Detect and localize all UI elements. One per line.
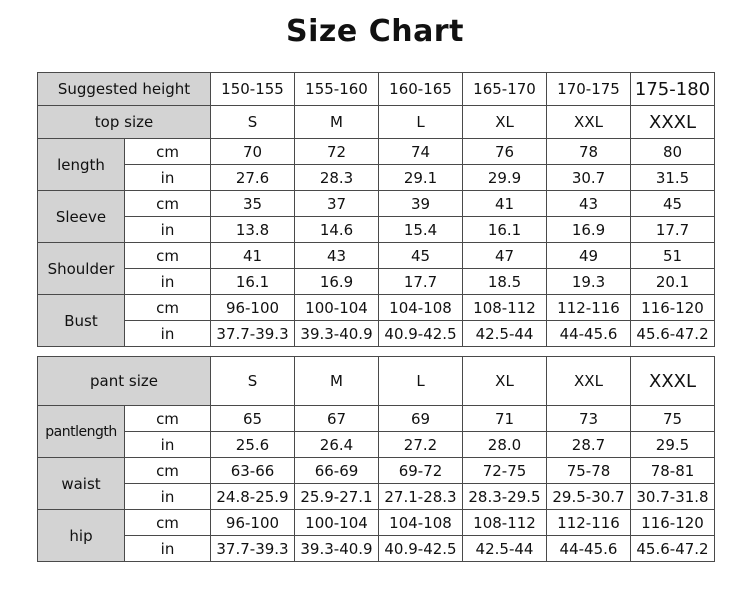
unit-cell: in: [125, 321, 211, 347]
value-cell: 44-45.6: [547, 536, 631, 562]
value-cell: 74: [379, 139, 463, 165]
value-cell: 40.9-42.5: [379, 536, 463, 562]
value-cell: 45.6-47.2: [631, 536, 715, 562]
unit-cell: in: [125, 217, 211, 243]
pant-size-row: [38, 357, 715, 406]
value-cell: 112-116: [547, 295, 631, 321]
measure-label-shoulder: Shoulder: [38, 243, 125, 295]
value-cell: 116-120: [631, 510, 715, 536]
unit-cell: in: [125, 536, 211, 562]
measure-label-bust: Bust: [38, 295, 125, 347]
value-cell: 24.8-25.9: [211, 484, 295, 510]
value-cell: 17.7: [379, 269, 463, 295]
height-row: [38, 73, 715, 106]
value-cell: 19.3: [547, 269, 631, 295]
size-cell: XXL: [547, 357, 631, 406]
table-row: [38, 165, 715, 191]
value-cell: 96-100: [211, 510, 295, 536]
measure-label-waist: waist: [38, 458, 125, 510]
value-cell: 42.5-44: [463, 321, 547, 347]
value-cell: 43: [295, 243, 379, 269]
value-cell: 27.2: [379, 432, 463, 458]
value-cell: 67: [295, 406, 379, 432]
value-cell: 28.7: [547, 432, 631, 458]
unit-cell: cm: [125, 191, 211, 217]
value-cell: 49: [547, 243, 631, 269]
value-cell: 47: [463, 243, 547, 269]
table-row: [38, 432, 715, 458]
value-cell: 20.1: [631, 269, 715, 295]
size-cell: L: [379, 357, 463, 406]
unit-cell: cm: [125, 243, 211, 269]
value-cell: 65: [211, 406, 295, 432]
unit-cell: cm: [125, 295, 211, 321]
table-row: [38, 269, 715, 295]
size-cell: XXXL: [631, 357, 715, 406]
table-row: [38, 510, 715, 536]
value-cell: 37: [295, 191, 379, 217]
unit-cell: in: [125, 484, 211, 510]
size-cell: M: [295, 357, 379, 406]
value-cell: 18.5: [463, 269, 547, 295]
value-cell: 29.5-30.7: [547, 484, 631, 510]
size-cell: L: [379, 106, 463, 139]
value-cell: 72-75: [463, 458, 547, 484]
value-cell: 41: [463, 191, 547, 217]
value-cell: 16.1: [463, 217, 547, 243]
height-cell: 165-170: [463, 73, 547, 106]
value-cell: 104-108: [379, 510, 463, 536]
measure-label-sleeve: Sleeve: [38, 191, 125, 243]
value-cell: 100-104: [295, 510, 379, 536]
unit-cell: in: [125, 269, 211, 295]
value-cell: 39.3-40.9: [295, 536, 379, 562]
value-cell: 78: [547, 139, 631, 165]
value-cell: 45: [379, 243, 463, 269]
value-cell: 29.1: [379, 165, 463, 191]
table-row: [38, 139, 715, 165]
table-row: [38, 536, 715, 562]
unit-cell: in: [125, 165, 211, 191]
measure-label-length: length: [38, 139, 125, 191]
value-cell: 29.9: [463, 165, 547, 191]
value-cell: 37.7-39.3: [211, 536, 295, 562]
value-cell: 100-104: [295, 295, 379, 321]
size-cell: XXL: [547, 106, 631, 139]
value-cell: 108-112: [463, 295, 547, 321]
table-row: [38, 217, 715, 243]
page-title: Size Chart: [286, 14, 464, 49]
value-cell: 51: [631, 243, 715, 269]
value-cell: 76: [463, 139, 547, 165]
value-cell: 40.9-42.5: [379, 321, 463, 347]
value-cell: 108-112: [463, 510, 547, 536]
table-row: [38, 458, 715, 484]
value-cell: 29.5: [631, 432, 715, 458]
measure-label-pantlength: pantlength: [38, 406, 125, 458]
value-cell: 41: [211, 243, 295, 269]
value-cell: 116-120: [631, 295, 715, 321]
height-cell: 175-180: [631, 73, 715, 106]
value-cell: 16.9: [295, 269, 379, 295]
value-cell: 25.9-27.1: [295, 484, 379, 510]
height-cell: 170-175: [547, 73, 631, 106]
suggested-height-label: Suggested height: [38, 73, 211, 106]
unit-cell: cm: [125, 458, 211, 484]
measure-label-hip: hip: [38, 510, 125, 562]
unit-cell: in: [125, 432, 211, 458]
unit-cell: cm: [125, 406, 211, 432]
value-cell: 71: [463, 406, 547, 432]
value-cell: 16.9: [547, 217, 631, 243]
value-cell: 66-69: [295, 458, 379, 484]
value-cell: 14.6: [295, 217, 379, 243]
size-cell: XL: [463, 357, 547, 406]
value-cell: 15.4: [379, 217, 463, 243]
table-row: [38, 191, 715, 217]
value-cell: 39: [379, 191, 463, 217]
size-cell: S: [211, 106, 295, 139]
top-size-label: top size: [38, 106, 211, 139]
size-cell: S: [211, 357, 295, 406]
top-size-table: [37, 72, 715, 347]
height-cell: 160-165: [379, 73, 463, 106]
value-cell: 112-116: [547, 510, 631, 536]
pant-size-table: [37, 356, 715, 562]
value-cell: 28.3-29.5: [463, 484, 547, 510]
table-row: [38, 295, 715, 321]
unit-cell: cm: [125, 510, 211, 536]
value-cell: 75-78: [547, 458, 631, 484]
value-cell: 31.5: [631, 165, 715, 191]
value-cell: 43: [547, 191, 631, 217]
size-cell: XL: [463, 106, 547, 139]
height-cell: 150-155: [211, 73, 295, 106]
value-cell: 13.8: [211, 217, 295, 243]
value-cell: 30.7: [547, 165, 631, 191]
table-row: [38, 406, 715, 432]
value-cell: 69-72: [379, 458, 463, 484]
value-cell: 17.7: [631, 217, 715, 243]
value-cell: 26.4: [295, 432, 379, 458]
value-cell: 28.3: [295, 165, 379, 191]
value-cell: 70: [211, 139, 295, 165]
value-cell: 45: [631, 191, 715, 217]
value-cell: 16.1: [211, 269, 295, 295]
value-cell: 45.6-47.2: [631, 321, 715, 347]
table-row: [38, 243, 715, 269]
value-cell: 78-81: [631, 458, 715, 484]
value-cell: 28.0: [463, 432, 547, 458]
unit-cell: cm: [125, 139, 211, 165]
value-cell: 73: [547, 406, 631, 432]
value-cell: 44-45.6: [547, 321, 631, 347]
value-cell: 35: [211, 191, 295, 217]
pant-size-label: pant size: [38, 357, 211, 406]
size-cell: XXXL: [631, 106, 715, 139]
value-cell: 69: [379, 406, 463, 432]
value-cell: 25.6: [211, 432, 295, 458]
size-cell: M: [295, 106, 379, 139]
value-cell: 75: [631, 406, 715, 432]
value-cell: 30.7-31.8: [631, 484, 715, 510]
value-cell: 27.1-28.3: [379, 484, 463, 510]
value-cell: 39.3-40.9: [295, 321, 379, 347]
value-cell: 80: [631, 139, 715, 165]
value-cell: 63-66: [211, 458, 295, 484]
value-cell: 104-108: [379, 295, 463, 321]
table-row: [38, 321, 715, 347]
value-cell: 27.6: [211, 165, 295, 191]
value-cell: 72: [295, 139, 379, 165]
value-cell: 42.5-44: [463, 536, 547, 562]
value-cell: 37.7-39.3: [211, 321, 295, 347]
top-size-row: [38, 106, 715, 139]
table-row: [38, 484, 715, 510]
height-cell: 155-160: [295, 73, 379, 106]
value-cell: 96-100: [211, 295, 295, 321]
